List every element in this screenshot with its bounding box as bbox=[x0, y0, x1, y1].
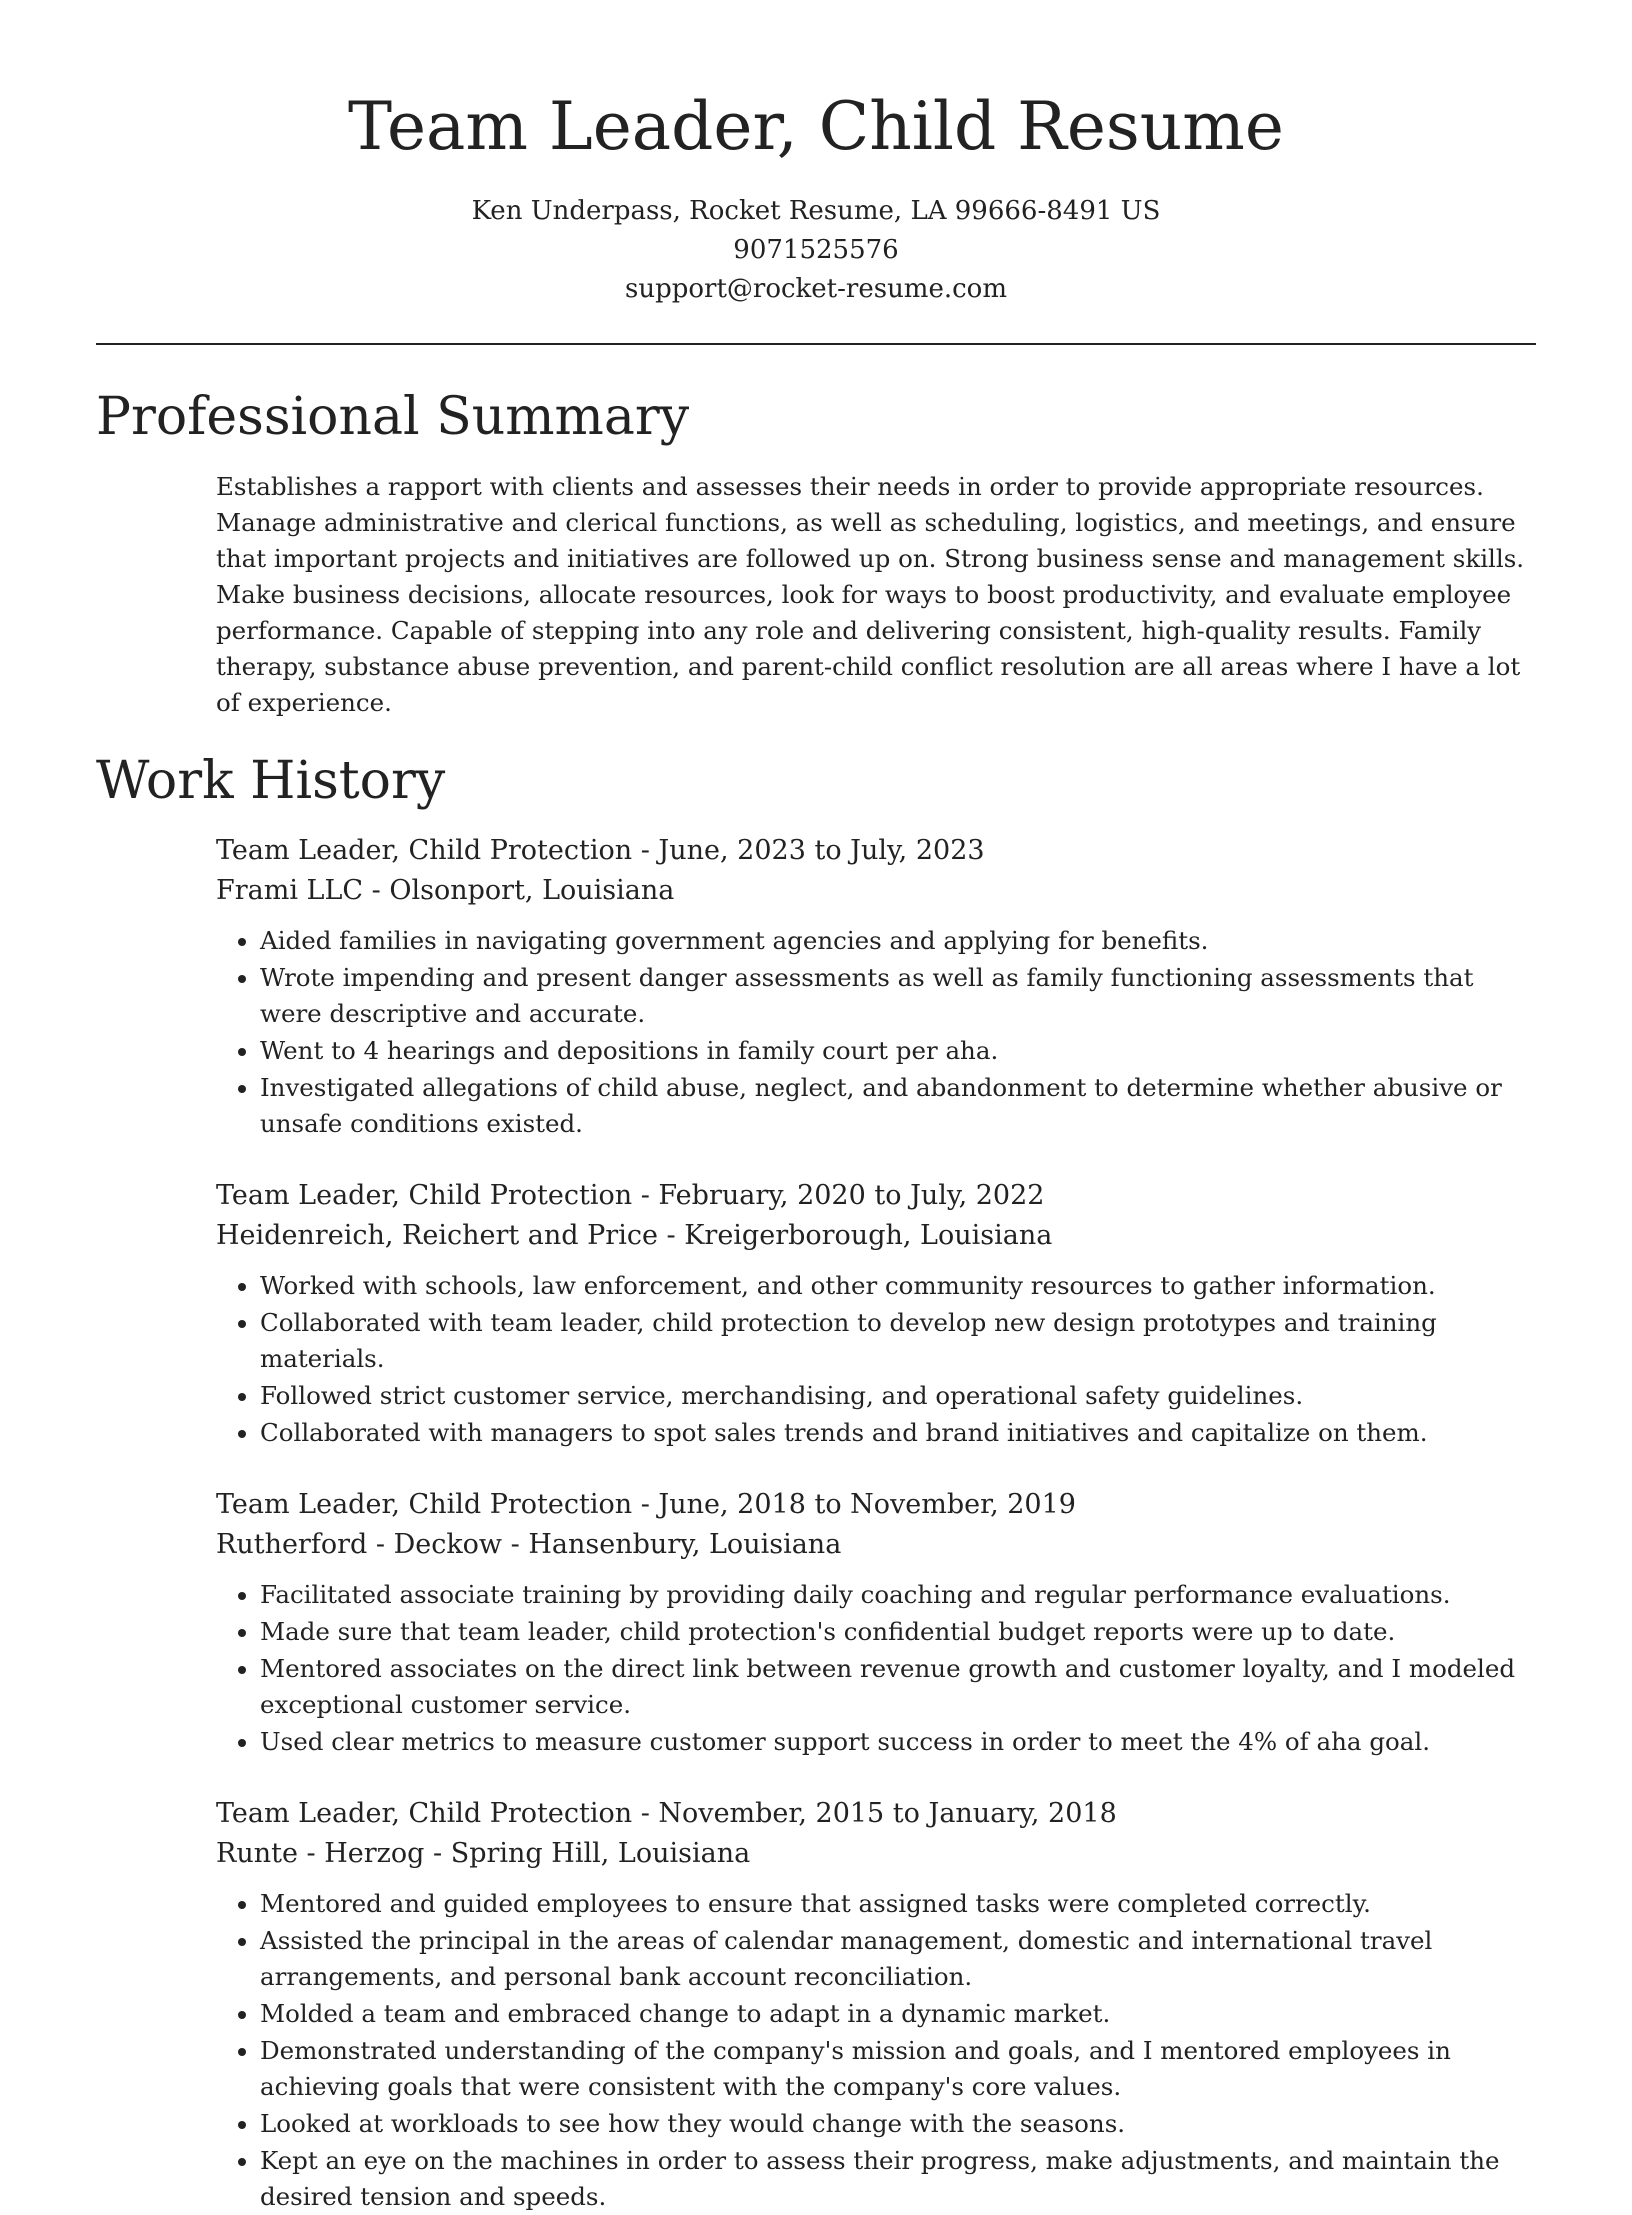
summary-heading: Professional Summary bbox=[96, 387, 690, 447]
job-bullet: • Made sure that team leader, child protection's confidential budget reports were up to date. bbox=[260, 1614, 1536, 1650]
job-location: - Hansenbury, Louisiana bbox=[502, 1529, 842, 1560]
contact-phone: 9071525576 bbox=[733, 235, 899, 265]
job-bullet-list bbox=[216, 1268, 1536, 1451]
job-dates: - November, 2015 to January, 2018 bbox=[632, 1798, 1117, 1829]
job-title: Team Leader, Child Protection bbox=[216, 835, 633, 866]
job-company: Heidenreich, Reichert and Price bbox=[216, 1220, 658, 1251]
job-dates: - June, 2018 to November, 2019 bbox=[632, 1489, 1076, 1520]
job-bullet: • Went to 4 hearings and depositions in family court per aha. bbox=[260, 1033, 1536, 1069]
job-bullet-list bbox=[216, 1577, 1536, 1760]
contact-email: support@rocket-resume.com bbox=[624, 274, 1007, 304]
job-company-line bbox=[216, 1216, 1536, 1256]
job-bullet: • Mentored associates on the direct link between revenue growth and customer loyalty, and I modeled exceptional customer service. bbox=[260, 1651, 1536, 1723]
job-company-line bbox=[216, 871, 1536, 911]
summary-section bbox=[96, 469, 1536, 721]
job-dates: - February, 2020 to July, 2022 bbox=[632, 1180, 1045, 1211]
job-entry bbox=[216, 1176, 1536, 1451]
summary-text: Establishes a rapport with clients and assesses their needs in order to provide appropriate resources. Manage administrative and clerical functions, as well as scheduling, logistics, and meetings, and ensure that important projects and initiatives are followed up on. Strong business sense and management skills. Make business decisions, allocate resources, look for ways to boost productivity, and evaluate employee performance. Capable of stepping into any role and delivering consistent, high-quality results. Family therapy, substance abuse prevention, and parent-child conflict resolution are all areas where I have a lot of experience. bbox=[216, 472, 1525, 717]
job-title-line bbox=[216, 831, 1536, 871]
contact-block bbox=[96, 192, 1536, 309]
job-title-line bbox=[216, 1176, 1536, 1216]
job-title: Team Leader, Child Protection bbox=[216, 1180, 633, 1211]
job-bullet: • Facilitated associate training by providing daily coaching and regular performance evaluations. bbox=[260, 1577, 1536, 1613]
job-bullet: • Assisted the principal in the areas of calendar management, domestic and international travel arrangements, and personal bank account reconciliation. bbox=[260, 1923, 1536, 1995]
job-company: Frami LLC bbox=[216, 875, 364, 906]
job-bullet: • Collaborated with managers to spot sales trends and brand initiatives and capitalize on them. bbox=[260, 1415, 1536, 1451]
job-title: Team Leader, Child Protection bbox=[216, 1489, 633, 1520]
job-bullet: • Followed strict customer service, merchandising, and operational safety guidelines. bbox=[260, 1378, 1536, 1414]
job-location: - Kreigerborough, Louisiana bbox=[657, 1220, 1053, 1251]
contact-address: Ken Underpass, Rocket Resume, LA 99666-8491 US bbox=[471, 196, 1161, 226]
job-bullet: • Kept an eye on the machines in order to assess their progress, make adjustments, and maintain the desired tension and speeds. bbox=[260, 2143, 1536, 2215]
job-company-line bbox=[216, 1525, 1536, 1565]
work-history-section bbox=[96, 831, 1536, 2215]
job-bullet: • Demonstrated understanding of the company's mission and goals, and I mentored employees in achieving goals that were consistent with the company's core values. bbox=[260, 2033, 1536, 2105]
job-bullet: • Molded a team and embraced change to adapt in a dynamic market. bbox=[260, 1996, 1536, 2032]
resume-header bbox=[96, 0, 1536, 309]
job-bullet: • Used clear metrics to measure customer support success in order to meet the 4% of aha goal. bbox=[260, 1724, 1536, 1760]
job-bullet: • Aided families in navigating government agencies and applying for benefits. bbox=[260, 923, 1536, 959]
job-bullet: • Worked with schools, law enforcement, and other community resources to gather information. bbox=[260, 1268, 1536, 1304]
job-company: Runte - Herzog bbox=[216, 1838, 425, 1869]
job-location: - Olsonport, Louisiana bbox=[363, 875, 675, 906]
job-bullet: • Mentored and guided employees to ensure that assigned tasks were completed correctly. bbox=[260, 1886, 1536, 1922]
job-company-line bbox=[216, 1834, 1536, 1874]
job-dates: - June, 2023 to July, 2023 bbox=[632, 835, 985, 866]
job-company: Rutherford - Deckow bbox=[216, 1529, 503, 1560]
job-bullet: • Investigated allegations of child abuse, neglect, and abandonment to determine whether abusive or unsafe conditions existed. bbox=[260, 1070, 1536, 1142]
job-title-line bbox=[216, 1794, 1536, 1834]
job-title: Team Leader, Child Protection bbox=[216, 1798, 633, 1829]
job-bullet-list bbox=[216, 1886, 1536, 2215]
job-bullet: • Looked at workloads to see how they would change with the seasons. bbox=[260, 2106, 1536, 2142]
header-divider bbox=[96, 343, 1536, 345]
job-location: - Spring Hill, Louisiana bbox=[424, 1838, 751, 1869]
job-bullet: • Wrote impending and present danger assessments as well as family functioning assessments that were descriptive and accurate. bbox=[260, 960, 1536, 1032]
resume-title: Team Leader, Child Resume bbox=[348, 88, 1284, 165]
job-entry bbox=[216, 831, 1536, 1142]
work-history-heading: Work History bbox=[96, 751, 446, 811]
job-bullet-list bbox=[216, 923, 1536, 1142]
job-entry bbox=[216, 1485, 1536, 1760]
job-title-line bbox=[216, 1485, 1536, 1525]
job-entry bbox=[216, 1794, 1536, 2215]
job-bullet: • Collaborated with team leader, child protection to develop new design prototypes and training materials. bbox=[260, 1305, 1536, 1377]
